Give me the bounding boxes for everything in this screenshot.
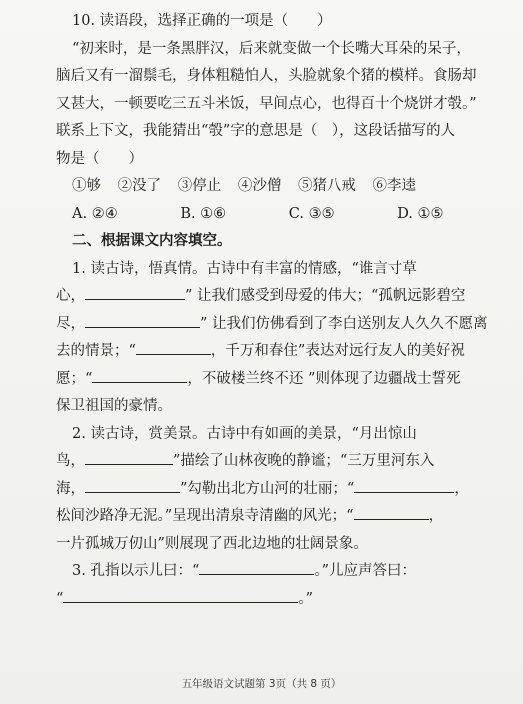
option-item: ④沙僧 (237, 178, 282, 194)
passage-line: 脑后又有一溜鬃毛，身体粗糙怕人，头脸就象个猪的模样。食肠却 (56, 68, 477, 84)
q2-line: 鸟， ”描绘了山林夜晚的静谧；“三万里河东入 (56, 448, 506, 476)
page-content (56, 8, 506, 613)
answer-choice-d: D. ①⑤ (397, 205, 444, 222)
q1-line: 去的情景；“ ，千万和春住”表达对远行友人的美好祝 (56, 338, 506, 366)
fill-blank[interactable] (85, 448, 173, 465)
q1-line: 愿；“ ，不破楼兰终不还 ”则体现了边疆战士誓死 (56, 366, 506, 394)
answer-choice-c: C. ③⑤ (288, 205, 335, 222)
q2-line: 一片孤城万仞山”则展现了西北边地的壮阔景象。 (56, 535, 368, 552)
answer-choices (56, 201, 506, 229)
fill-blank[interactable] (92, 366, 187, 383)
answer-choice-a: A. ②④ (72, 205, 118, 222)
option-item: ③停止 (177, 178, 222, 194)
answer-choice-b: B. ①⑥ (180, 205, 227, 222)
q1-line: 1. 读古诗，悟真情。古诗中有丰富的情感，“谁言寸草 (72, 260, 417, 277)
fill-blank[interactable] (85, 476, 180, 493)
section-2-title: 二、根据课文内容填空。 (72, 233, 232, 249)
passage-line: 又甚大，一顿要吃三五斗米饭，早间点心，也得百十个烧饼才彀。” (56, 95, 477, 112)
fill-blank[interactable] (354, 503, 429, 520)
question-10-stem: 10. 读语段，选择正确的一项是（ ） (72, 13, 332, 29)
passage-line: 物是（ ） (56, 150, 143, 167)
q2-line: 海， ”勾勒出北方山河的壮丽；“ ， (56, 476, 506, 504)
passage-line: “初来时，是一条黑胖汉，后来就变做一个长嘴大耳朵的呆子， (72, 40, 471, 57)
page-footer: 五年级语文试题第 3页（共 8 页） (181, 678, 342, 690)
option-item: ⑤猪八戒 (297, 178, 356, 194)
q2-line: 2. 读古诗，赏美景。古诗中有如画的美景，“月出惊山 (72, 425, 417, 442)
q1-line: 尽， ” 让我们仿佛看到了李白送别友人久久不愿离 (56, 311, 506, 339)
fill-blank[interactable] (85, 283, 185, 300)
fill-blank[interactable] (63, 586, 298, 603)
fill-blank[interactable] (354, 476, 454, 493)
fill-blank[interactable] (85, 311, 200, 328)
q1-line: 心， ” 让我们感受到母爱的伟大；“孤帆远影碧空 (56, 283, 506, 311)
q2-line: 松间沙路净无泥。”呈现出清泉寺清幽的风光；“ ， (56, 503, 506, 531)
option-item: ⑥李逵 (372, 178, 417, 194)
option-item: ①够 (72, 178, 101, 194)
q3-line: 3. 孔指以示儿曰：“ 。”儿应声答曰： (56, 558, 506, 586)
q3-line: “ 。” (56, 586, 506, 614)
fill-blank[interactable] (136, 338, 211, 355)
passage-line: 联系上下文，我能猜出“彀”字的意思是（ ），这段话描写的人 (56, 123, 456, 139)
fill-blank[interactable] (199, 558, 314, 575)
option-item: ②没了 (117, 178, 162, 194)
option-list (56, 173, 506, 201)
q1-line: 保卫祖国的豪情。 (56, 398, 172, 414)
